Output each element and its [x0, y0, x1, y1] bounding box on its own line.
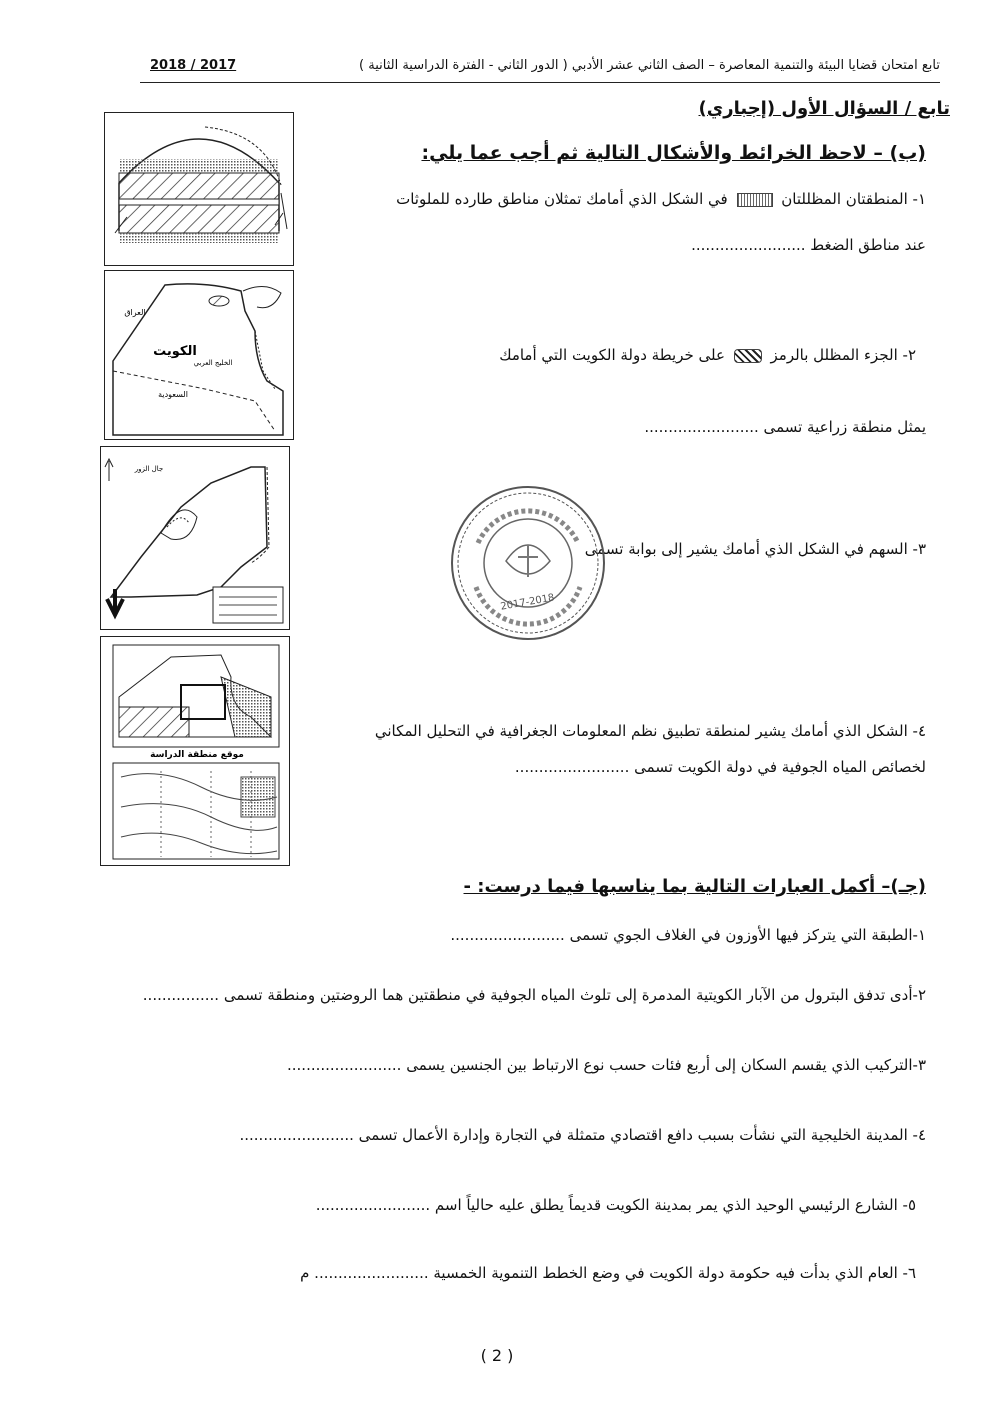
q2-text-end: على خريطة دولة الكويت التي أمامك	[499, 346, 725, 364]
exam-header	[140, 58, 940, 80]
page-number: ( 2 )	[480, 1346, 514, 1365]
question-b1	[396, 190, 926, 208]
study-area-label: موقع منطقة الدراسة	[150, 750, 244, 760]
question-c2: ٢-أدى تدفق البترول من الآبار الكويتية المدمرة إلى تلوث المياه الجوفية في منطقتين هما الروضتين ومنطقة تسمى ................	[142, 986, 926, 1004]
map-gulf-label: الخليج العربي	[193, 359, 233, 367]
question-b2	[499, 346, 916, 364]
pressure-belts-figure	[104, 112, 294, 266]
question-c-title: (جـ)– أكمل العبارات التالية بما يناسبها فيما درست: -	[463, 876, 926, 897]
q1-text-end: في الشكل الذي أمامك تمثلان مناطق طارده للملوثات	[396, 190, 728, 208]
header-title: تابع امتحان قضايا البيئة والتنمية المعاصرة – الصف الثاني عشر الأدبي ( الدور الثاني - الفترة الدراسية الثانية )	[359, 58, 940, 73]
map-saudi-label: السعودية	[158, 390, 188, 399]
question-b2-answer: يمثل منطقة زراعية تسمى ........................	[644, 418, 926, 436]
gis-study-area-figure	[100, 636, 290, 866]
question-b4-line1: ٤- الشكل الذي أمامك يشير لمنطقة تطبيق نظم المعلومات الجغرافية في التحليل المكاني	[374, 722, 926, 740]
question-c5: ٥- الشارع الرئيسي الوحيد الذي يمر بمدينة الكويت قديماً يطلق عليه حالياً اسم ........................	[315, 1196, 916, 1214]
header-divider	[140, 82, 940, 83]
map-jal-label: جال الزور	[134, 465, 164, 473]
question-title: تابع / السؤال الأول (إجباري)	[698, 98, 950, 119]
map-kuwait-label: الكويت	[153, 344, 197, 359]
question-c3: ٣-التركيب الذي يقسم السكان إلى أربع فئات حسب نوع الارتباط بين الجنسين يسمى ........................	[287, 1056, 926, 1074]
header-year: 2018 / 2017	[150, 58, 237, 73]
q2-text-start: ٢- الجزء المظلل بالرمز	[770, 346, 916, 364]
question-b1-answer: عند مناطق الضغط ........................	[691, 236, 926, 254]
school-stamp	[448, 483, 608, 643]
dotted-shading-swatch	[737, 193, 773, 207]
map-iraq-label: العراق	[124, 308, 146, 317]
stamp-year: 2017-2018	[499, 592, 556, 613]
gate-arrow-icon	[107, 589, 123, 615]
question-c4: ٤- المدينة الخليجية التي نشأت بسبب دافع اقتصادي متمثلة في التجارة وإدارة الأعمال تسمى ........................	[239, 1126, 926, 1144]
kuwait-gate-map	[100, 446, 290, 630]
kuwait-agriculture-map	[104, 270, 294, 440]
question-c1: ١-الطبقة التي يتركز فيها الأوزون في الغلاف الجوي تسمى ........................	[450, 926, 926, 944]
question-b-title: (ب) – لاحظ الخرائط والأشكال التالية ثم أجب عما يلي:	[421, 142, 926, 164]
question-b3: ٣- السهم في الشكل الذي أمامك يشير إلى بوابة تسمى	[584, 540, 926, 558]
question-b4-line2: لخصائص المياه الجوفية في دولة الكويت تسمى ........................	[514, 758, 926, 776]
question-c6: ٦- العام الذي بدأت فيه حكومة دولة الكويت في وضع الخطط التنموية الخمسية ........................ م	[300, 1264, 916, 1282]
q1-text-start: ١- المنطقتان المظللتان	[781, 190, 926, 208]
diagonal-shading-swatch	[734, 349, 762, 363]
